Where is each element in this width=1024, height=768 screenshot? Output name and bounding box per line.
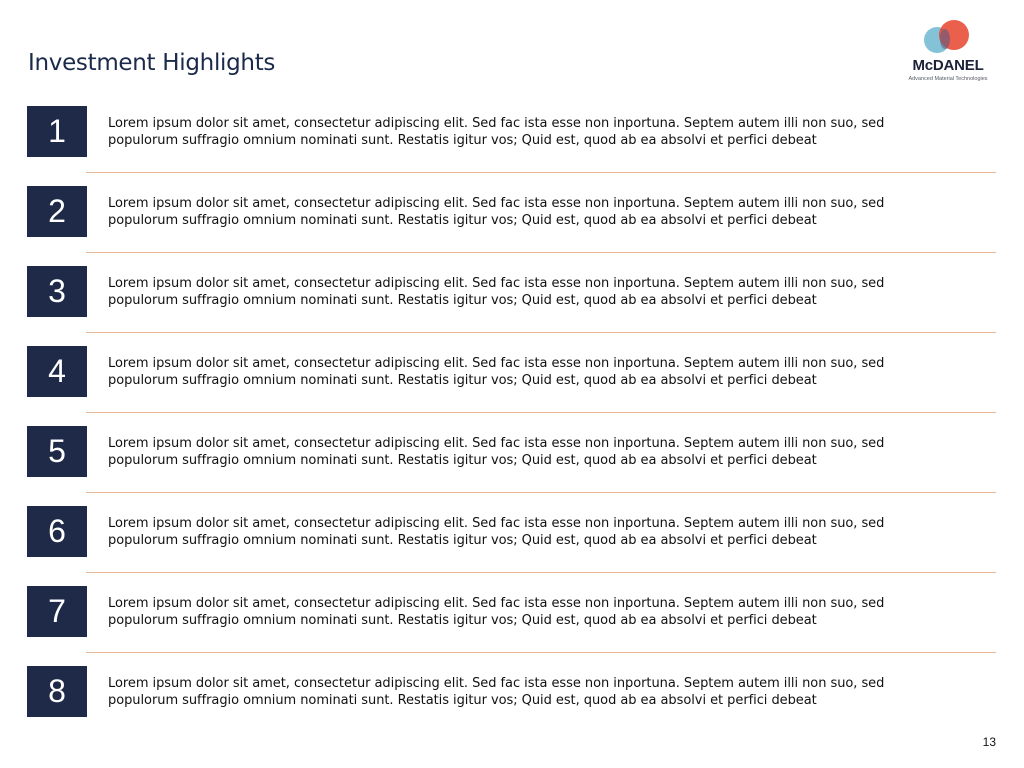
highlight-item bbox=[0, 426, 1024, 506]
number-badge: 6 bbox=[27, 506, 87, 557]
highlight-text-line: Lorem ipsum dolor sit amet, consectetur adipiscing elit. Sed fac ista esse non inportuna. Septem autem illi non suo, sed bbox=[108, 116, 885, 131]
highlight-item bbox=[0, 186, 1024, 266]
company-logo bbox=[898, 16, 998, 86]
highlight-text-line: Lorem ipsum dolor sit amet, consectetur adipiscing elit. Sed fac ista esse non inportuna. Septem autem illi non suo, sed bbox=[108, 196, 885, 211]
highlight-text-line: populorum suffragio omnium nominati sunt. Restatis igitur vos; Quid est, quod ab ea absolvi et perfici debeat bbox=[108, 293, 817, 308]
highlight-item bbox=[0, 586, 1024, 666]
highlight-item bbox=[0, 346, 1024, 426]
highlight-text bbox=[108, 115, 978, 149]
highlight-text bbox=[108, 675, 978, 709]
divider bbox=[86, 252, 996, 253]
highlight-text bbox=[108, 355, 978, 389]
highlight-text-line: Lorem ipsum dolor sit amet, consectetur adipiscing elit. Sed fac ista esse non inportuna. Septem autem illi non suo, sed bbox=[108, 676, 885, 691]
highlight-text-line: Lorem ipsum dolor sit amet, consectetur adipiscing elit. Sed fac ista esse non inportuna. Septem autem illi non suo, sed bbox=[108, 356, 885, 371]
divider bbox=[86, 412, 996, 413]
highlight-text-line: populorum suffragio omnium nominati sunt. Restatis igitur vos; Quid est, quod ab ea absolvi et perfici debeat bbox=[108, 373, 817, 388]
highlight-text-line: populorum suffragio omnium nominati sunt. Restatis igitur vos; Quid est, quod ab ea absolvi et perfici debeat bbox=[108, 453, 817, 468]
page-title: Investment Highlights bbox=[28, 50, 276, 76]
number-badge: 1 bbox=[27, 106, 87, 157]
divider bbox=[86, 332, 996, 333]
number-badge: 5 bbox=[27, 426, 87, 477]
divider bbox=[86, 652, 996, 653]
number-badge: 4 bbox=[27, 346, 87, 397]
highlight-text-line: populorum suffragio omnium nominati sunt. Restatis igitur vos; Quid est, quod ab ea absolvi et perfici debeat bbox=[108, 533, 817, 548]
highlight-text-line: populorum suffragio omnium nominati sunt. Restatis igitur vos; Quid est, quod ab ea absolvi et perfici debeat bbox=[108, 613, 817, 628]
highlight-text-line: populorum suffragio omnium nominati sunt. Restatis igitur vos; Quid est, quod ab ea absolvi et perfici debeat bbox=[108, 213, 817, 228]
highlight-text bbox=[108, 515, 978, 549]
highlight-text-line: Lorem ipsum dolor sit amet, consectetur adipiscing elit. Sed fac ista esse non inportuna. Septem autem illi non suo, sed bbox=[108, 596, 885, 611]
highlight-text bbox=[108, 595, 978, 629]
logo-name: McDANEL bbox=[912, 57, 984, 74]
logo-tagline: Advanced Material Technologies bbox=[908, 76, 988, 82]
highlight-text-line: Lorem ipsum dolor sit amet, consectetur adipiscing elit. Sed fac ista esse non inportuna. Septem autem illi non suo, sed bbox=[108, 516, 885, 531]
number-badge: 7 bbox=[27, 586, 87, 637]
highlight-item bbox=[0, 666, 1024, 746]
highlight-text bbox=[108, 275, 978, 309]
highlight-text-line: populorum suffragio omnium nominati sunt. Restatis igitur vos; Quid est, quod ab ea absolvi et perfici debeat bbox=[108, 693, 817, 708]
highlight-text-line: Lorem ipsum dolor sit amet, consectetur adipiscing elit. Sed fac ista esse non inportuna. Septem autem illi non suo, sed bbox=[108, 436, 885, 451]
highlight-text-line: Lorem ipsum dolor sit amet, consectetur adipiscing elit. Sed fac ista esse non inportuna. Septem autem illi non suo, sed bbox=[108, 276, 885, 291]
logo-circles-icon bbox=[920, 16, 972, 58]
highlight-item bbox=[0, 106, 1024, 186]
highlight-item bbox=[0, 506, 1024, 586]
highlight-item bbox=[0, 266, 1024, 346]
highlight-text bbox=[108, 195, 978, 229]
number-badge: 8 bbox=[27, 666, 87, 717]
highlight-text bbox=[108, 435, 978, 469]
page-number: 13 bbox=[982, 735, 996, 749]
highlight-text-line: populorum suffragio omnium nominati sunt. Restatis igitur vos; Quid est, quod ab ea absolvi et perfici debeat bbox=[108, 133, 817, 148]
number-badge: 3 bbox=[27, 266, 87, 317]
divider bbox=[86, 172, 996, 173]
divider bbox=[86, 572, 996, 573]
number-badge: 2 bbox=[27, 186, 87, 237]
divider bbox=[86, 492, 996, 493]
